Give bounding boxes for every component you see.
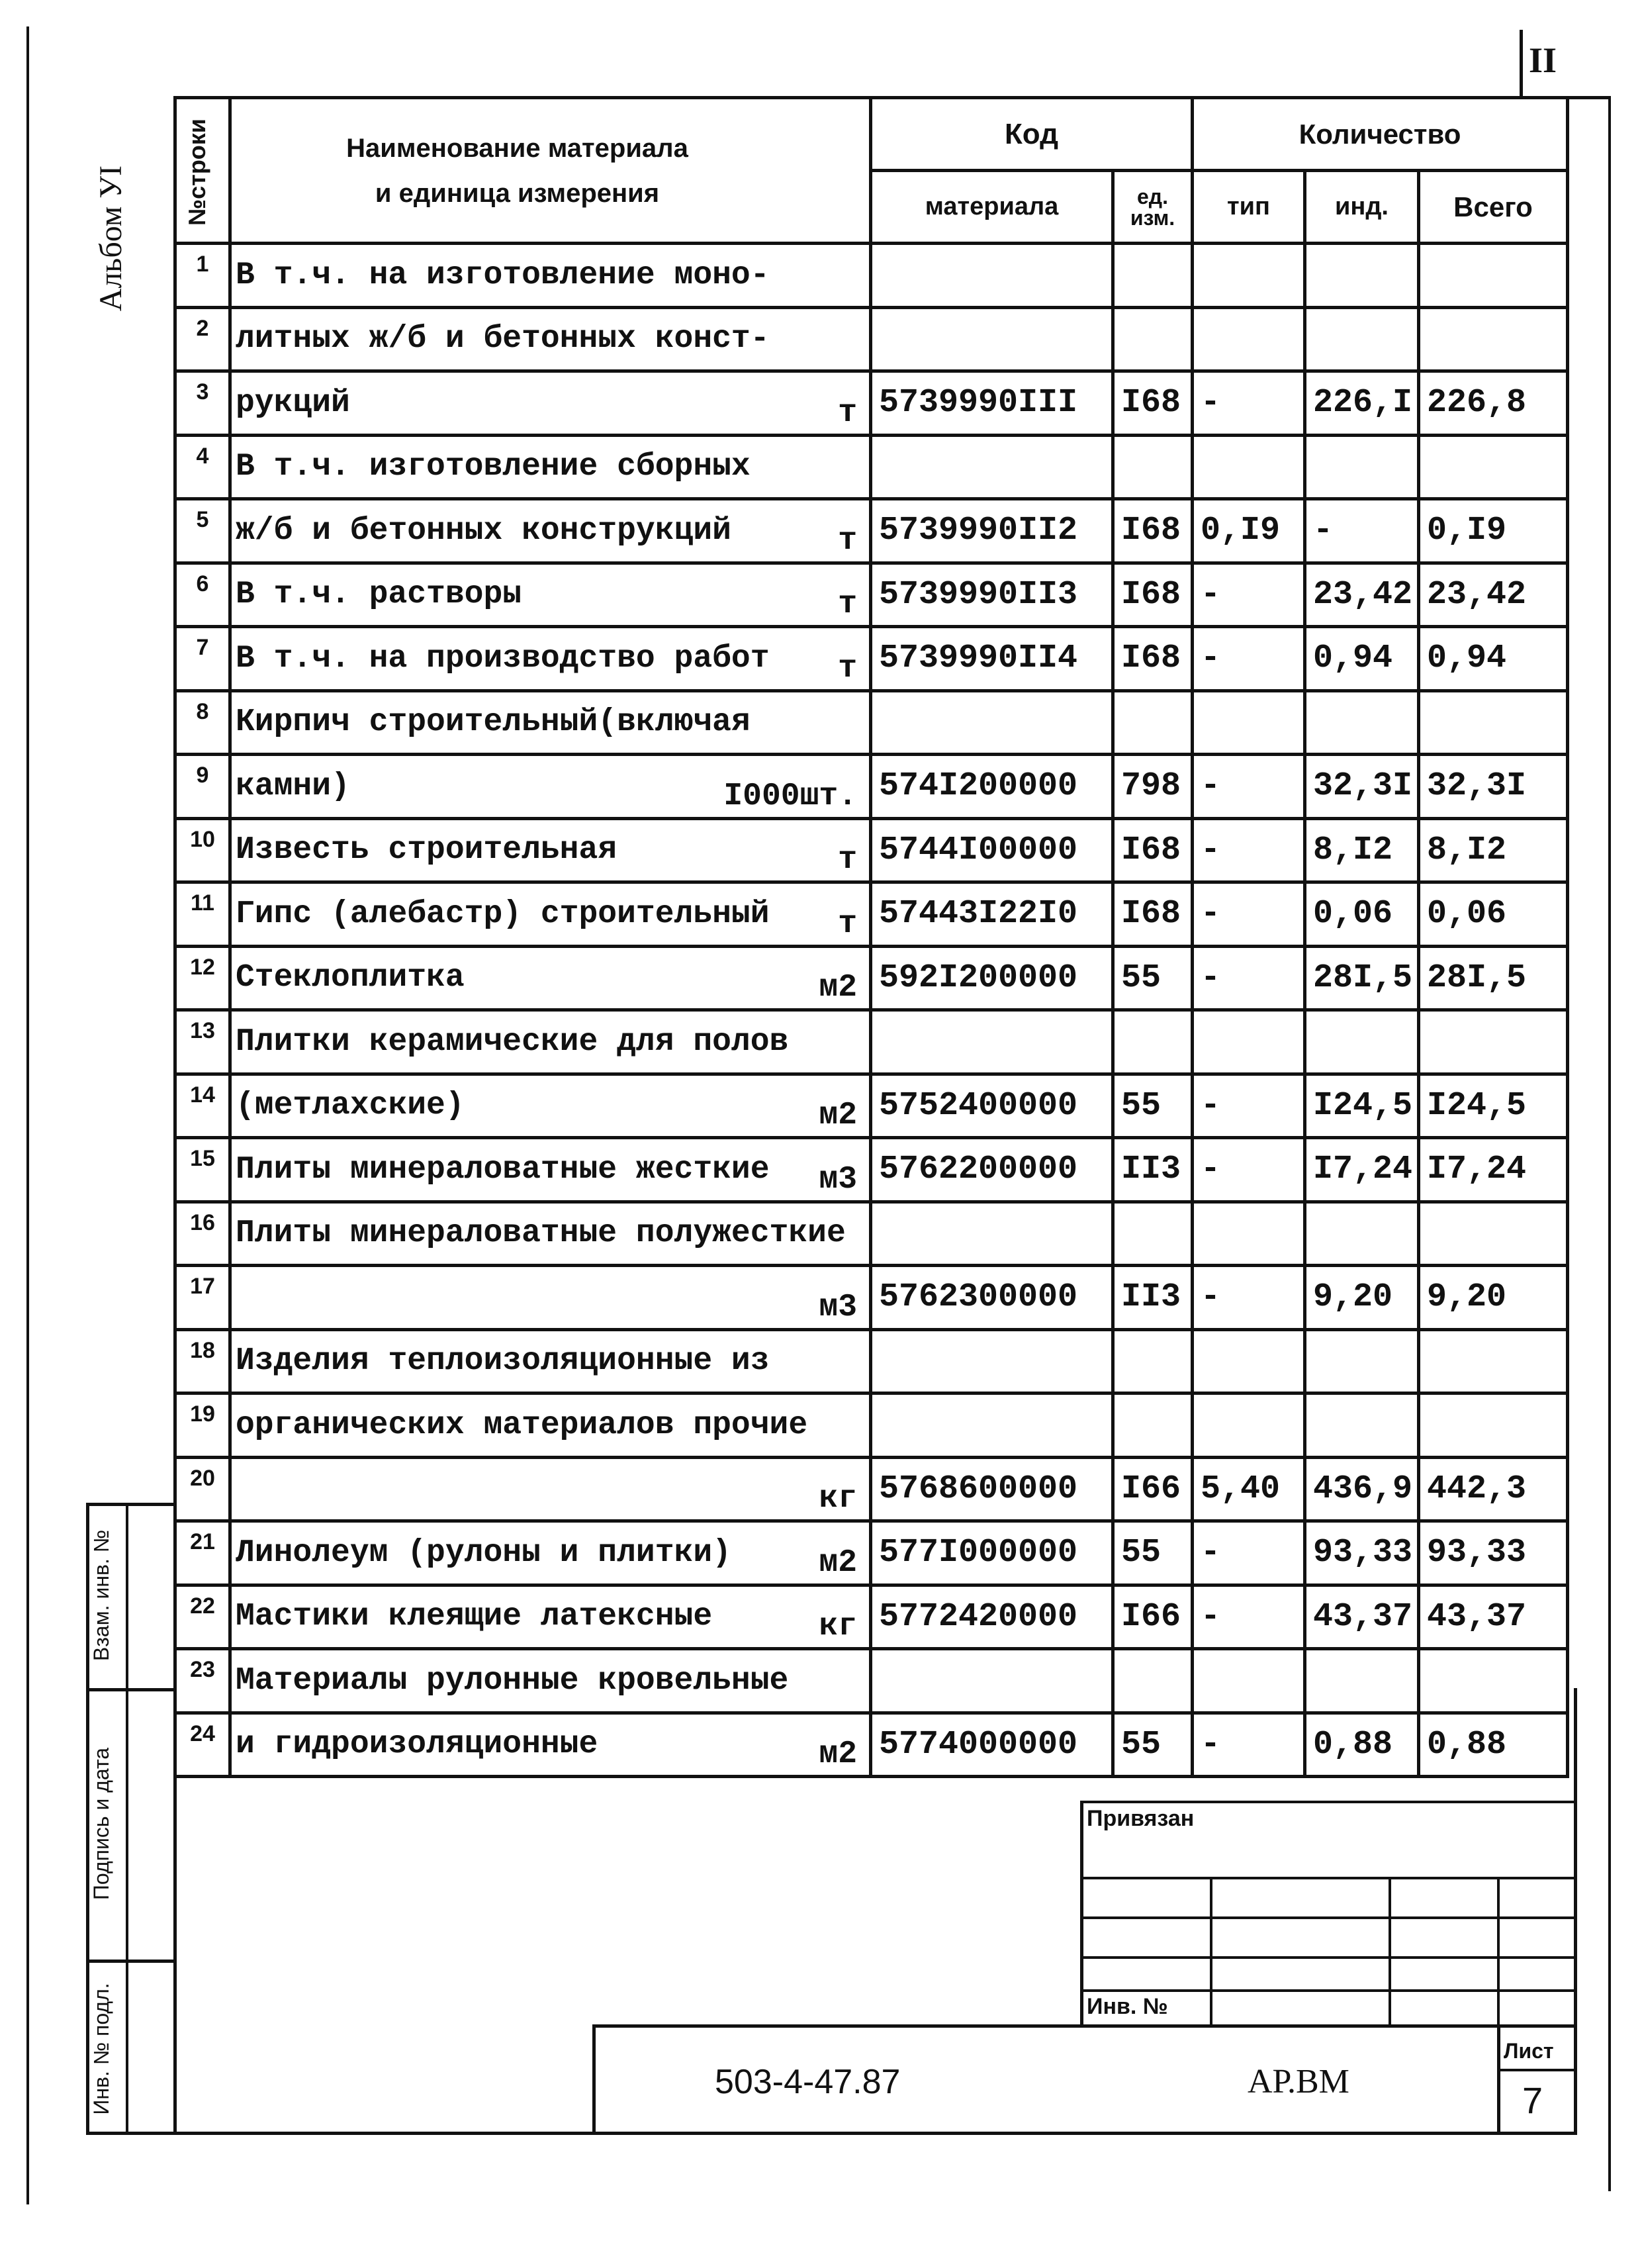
table-row — [175, 1457, 1568, 1521]
material-unit: м2 — [819, 1098, 857, 1133]
material-unit: м2 — [819, 1736, 857, 1772]
table-row — [175, 1010, 1568, 1074]
unit-code: 55 — [1113, 1713, 1193, 1777]
material-code: 57443I22I0 — [871, 882, 1113, 947]
material-code — [871, 1649, 1113, 1713]
table-row — [175, 435, 1568, 499]
qty-ind: 23,42 — [1305, 563, 1419, 627]
col-row-no-header: №строки — [175, 98, 230, 244]
qty-ind: 226,I — [1305, 371, 1419, 436]
stamp-inv-podl: Инв. № подл. — [89, 1983, 113, 2115]
material-code — [871, 1394, 1113, 1458]
table-row — [175, 1266, 1568, 1330]
qty-total — [1419, 690, 1568, 755]
qty-total: 0,I9 — [1419, 499, 1568, 563]
qty-ind: 8,I2 — [1305, 818, 1419, 882]
row-number: 9 — [175, 755, 230, 819]
material-code: 574I200000 — [871, 755, 1113, 819]
material-name-cell — [230, 1202, 871, 1266]
material-code: 5739990II3 — [871, 563, 1113, 627]
inv-no-label: Инв. № — [1087, 1994, 1168, 2019]
material-name: (метлахские) — [236, 1088, 465, 1124]
row-number: 6 — [175, 563, 230, 627]
table-row — [175, 1713, 1568, 1777]
qty-total: 442,3 — [1419, 1457, 1568, 1521]
row-number: 11 — [175, 882, 230, 947]
qty-total: 0,94 — [1419, 627, 1568, 691]
unit-code: I68 — [1113, 371, 1193, 436]
unit-code — [1113, 435, 1193, 499]
unit-code: II3 — [1113, 1138, 1193, 1202]
unit-code — [1113, 244, 1193, 308]
qty-ind — [1305, 244, 1419, 308]
col-qty-total-header: Всего — [1419, 171, 1568, 244]
material-code: 5744I00000 — [871, 818, 1113, 882]
unit-code — [1113, 1329, 1193, 1394]
qty-ind: 32,3I — [1305, 755, 1419, 819]
title-block-left — [592, 2024, 596, 2135]
qty-ind: 28I,5 — [1305, 946, 1419, 1010]
table-row — [175, 946, 1568, 1010]
row-number: 22 — [175, 1585, 230, 1649]
material-code: 5774000000 — [871, 1713, 1113, 1777]
material-name-cell — [230, 690, 871, 755]
material-unit: м2 — [819, 970, 857, 1006]
privyazan-row-2 — [1080, 1916, 1576, 1919]
qty-type: 5,40 — [1193, 1457, 1305, 1521]
material-name: рукций — [236, 385, 350, 421]
col-name-header: Наименование материала и единица измерения — [230, 98, 871, 244]
materials-table — [173, 96, 1569, 1778]
qty-total: 0,06 — [1419, 882, 1568, 947]
qty-ind: I7,24 — [1305, 1138, 1419, 1202]
qty-type: 0,I9 — [1193, 499, 1305, 563]
row-number: 3 — [175, 371, 230, 436]
material-name-cell — [230, 1713, 871, 1777]
row-number: 13 — [175, 1010, 230, 1074]
qty-ind: 0,94 — [1305, 627, 1419, 691]
material-name: Гипс (алебастр) строительный — [236, 896, 770, 932]
qty-ind — [1305, 1394, 1419, 1458]
col-qty-ind-header: инд. — [1305, 171, 1419, 244]
material-name-cell — [230, 1521, 871, 1585]
material-name: Известь строительная — [236, 832, 617, 869]
material-code — [871, 244, 1113, 308]
qty-type: - — [1193, 1266, 1305, 1330]
table-row — [175, 1202, 1568, 1266]
material-name: Плиты минераловатные жесткие — [236, 1151, 770, 1188]
col-qty-group-header: Количество — [1193, 98, 1568, 171]
material-name: Линолеум (рулоны и плитки) — [236, 1535, 731, 1571]
album-label: Альбом УI — [93, 165, 128, 312]
qty-total: I24,5 — [1419, 1074, 1568, 1138]
unit-code — [1113, 307, 1193, 371]
table-row — [175, 818, 1568, 882]
qty-type: - — [1193, 371, 1305, 436]
qty-type — [1193, 1649, 1305, 1713]
material-unit: м3 — [819, 1289, 857, 1325]
privyazan-label: Привязан — [1087, 1806, 1195, 1831]
qty-total — [1419, 435, 1568, 499]
qty-type: - — [1193, 563, 1305, 627]
qty-ind: I24,5 — [1305, 1074, 1419, 1138]
table-row — [175, 1585, 1568, 1649]
unit-code: I66 — [1113, 1585, 1193, 1649]
material-name-cell — [230, 755, 871, 819]
material-code — [871, 435, 1113, 499]
qty-type — [1193, 1394, 1305, 1458]
row-number: 14 — [175, 1074, 230, 1138]
row-number: 19 — [175, 1394, 230, 1458]
bottom-frame-line — [86, 2132, 1575, 2135]
material-name: Плитки керамические для полов — [236, 1023, 789, 1060]
row-number: 21 — [175, 1521, 230, 1585]
qty-ind: 9,20 — [1305, 1266, 1419, 1330]
material-code — [871, 1329, 1113, 1394]
qty-type — [1193, 244, 1305, 308]
table-row — [175, 627, 1568, 691]
unit-code: 55 — [1113, 1521, 1193, 1585]
unit-code — [1113, 1202, 1193, 1266]
qty-type: - — [1193, 755, 1305, 819]
material-name: Плиты минераловатные полужесткие — [236, 1215, 846, 1252]
qty-total: 8,I2 — [1419, 818, 1568, 882]
material-name-cell — [230, 1266, 871, 1330]
qty-ind — [1305, 1329, 1419, 1394]
row-number: 24 — [175, 1713, 230, 1777]
material-code: 5739990III — [871, 371, 1113, 436]
table-row — [175, 563, 1568, 627]
material-code: 5739990II4 — [871, 627, 1113, 691]
unit-code: II3 — [1113, 1266, 1193, 1330]
col-code-unit-header: ед. изм. — [1113, 171, 1193, 244]
unit-code: I68 — [1113, 627, 1193, 691]
material-code: 5762200000 — [871, 1138, 1113, 1202]
privyazan-top — [1080, 1801, 1576, 1803]
material-name-cell — [230, 499, 871, 563]
qty-type: - — [1193, 627, 1305, 691]
qty-total — [1419, 1329, 1568, 1394]
material-code: 577I000000 — [871, 1521, 1113, 1585]
qty-ind — [1305, 1010, 1419, 1074]
material-unit: т — [838, 522, 857, 559]
material-code — [871, 307, 1113, 371]
material-name: Материалы рулонные кровельные — [236, 1662, 789, 1699]
qty-type — [1193, 1202, 1305, 1266]
material-name-cell — [230, 1394, 871, 1458]
material-name: В т.ч. на изготовление моно- — [236, 257, 770, 293]
qty-type: - — [1193, 1521, 1305, 1585]
sheet-corner-number: II — [1529, 40, 1557, 80]
row-number: 10 — [175, 818, 230, 882]
material-name-cell — [230, 435, 871, 499]
qty-type — [1193, 435, 1305, 499]
material-unit: т — [838, 650, 857, 686]
material-code: 592I200000 — [871, 946, 1113, 1010]
qty-type — [1193, 307, 1305, 371]
bottom-left-border — [173, 1688, 177, 2135]
material-unit: м3 — [819, 1161, 857, 1198]
table-row — [175, 690, 1568, 755]
privyazan-left — [1080, 1801, 1083, 2026]
qty-type: - — [1193, 1138, 1305, 1202]
corner-box-left — [1520, 30, 1523, 99]
privyazan-col-3 — [1497, 1877, 1500, 2026]
qty-total: 93,33 — [1419, 1521, 1568, 1585]
unit-code: I68 — [1113, 882, 1193, 947]
col-qty-type-header: тип — [1193, 171, 1305, 244]
table-row — [175, 1329, 1568, 1394]
row-number: 18 — [175, 1329, 230, 1394]
qty-total: 43,37 — [1419, 1585, 1568, 1649]
privyazan-row-3 — [1080, 1956, 1576, 1959]
material-name-cell — [230, 563, 871, 627]
qty-total — [1419, 1010, 1568, 1074]
qty-ind: 43,37 — [1305, 1585, 1419, 1649]
material-unit: т — [838, 587, 857, 622]
unit-code: I68 — [1113, 563, 1193, 627]
row-number: 7 — [175, 627, 230, 691]
material-code — [871, 1010, 1113, 1074]
stamp-podpis-data: Подпись и дата — [89, 1747, 113, 1901]
stamp-col-inner — [126, 1503, 128, 2135]
table-row — [175, 755, 1568, 819]
qty-total: 32,3I — [1419, 755, 1568, 819]
material-unit: кг — [819, 1481, 857, 1517]
row-number: 4 — [175, 435, 230, 499]
qty-total: 226,8 — [1419, 371, 1568, 436]
material-name: Стеклоплитка — [236, 960, 465, 996]
material-name: Кирпич строительный(включая — [236, 704, 751, 741]
material-code — [871, 1202, 1113, 1266]
unit-code: I66 — [1113, 1457, 1193, 1521]
qty-type: - — [1193, 818, 1305, 882]
sheet-number: 7 — [1522, 2079, 1543, 2121]
material-name: литных ж/б и бетонных конст- — [236, 321, 770, 357]
qty-type: - — [1193, 1074, 1305, 1138]
material-name: Изделия теплоизоляционные из — [236, 1343, 770, 1380]
doc-code: АР.ВМ — [1248, 2063, 1349, 2101]
material-name-cell — [230, 818, 871, 882]
qty-type: - — [1193, 1713, 1305, 1777]
row-number: 8 — [175, 690, 230, 755]
qty-total — [1419, 1649, 1568, 1713]
qty-ind — [1305, 307, 1419, 371]
stamp-vzam-inv: Взам. инв. № — [89, 1529, 113, 1662]
qty-total — [1419, 1202, 1568, 1266]
table-row — [175, 1394, 1568, 1458]
qty-total: 28I,5 — [1419, 946, 1568, 1010]
material-unit: т — [838, 906, 857, 942]
qty-total: 23,42 — [1419, 563, 1568, 627]
frame-right-edge — [1608, 99, 1611, 2191]
frame-left-edge — [26, 26, 29, 2204]
unit-code: 55 — [1113, 946, 1193, 1010]
qty-total: 0,88 — [1419, 1713, 1568, 1777]
qty-type: - — [1193, 1585, 1305, 1649]
qty-total — [1419, 1394, 1568, 1458]
material-unit: м2 — [819, 1544, 857, 1581]
title-block-sheet-left — [1497, 2024, 1500, 2135]
material-name-cell — [230, 1074, 871, 1138]
row-number: 16 — [175, 1202, 230, 1266]
material-code — [871, 690, 1113, 755]
unit-code — [1113, 1010, 1193, 1074]
privyazan-row-4 — [1080, 1989, 1576, 1992]
table-row — [175, 882, 1568, 947]
qty-ind: 0,88 — [1305, 1713, 1419, 1777]
unit-code — [1113, 690, 1193, 755]
qty-type — [1193, 1329, 1305, 1394]
material-name-cell — [230, 1649, 871, 1713]
qty-ind: - — [1305, 499, 1419, 563]
table-row — [175, 244, 1568, 308]
privyazan-row-1 — [1080, 1877, 1576, 1879]
qty-type: - — [1193, 882, 1305, 947]
qty-total — [1419, 307, 1568, 371]
material-name: органических материалов прочие — [236, 1407, 808, 1443]
row-number: 5 — [175, 499, 230, 563]
material-name-cell — [230, 1585, 871, 1649]
qty-ind: 436,9 — [1305, 1457, 1419, 1521]
material-name: камни) — [236, 768, 350, 804]
unit-code — [1113, 1394, 1193, 1458]
material-name: В т.ч. изготовление сборных — [236, 449, 751, 485]
material-unit: т — [838, 842, 857, 878]
unit-code: I68 — [1113, 499, 1193, 563]
title-block-sheet-div — [1497, 2069, 1576, 2071]
table-row — [175, 1521, 1568, 1585]
row-number: 15 — [175, 1138, 230, 1202]
row-number: 12 — [175, 946, 230, 1010]
material-name-cell — [230, 1138, 871, 1202]
material-code: 5768600000 — [871, 1457, 1113, 1521]
qty-ind — [1305, 1202, 1419, 1266]
material-name-cell — [230, 1457, 871, 1521]
material-name-cell — [230, 244, 871, 308]
qty-total: I7,24 — [1419, 1138, 1568, 1202]
table-row — [175, 1074, 1568, 1138]
material-name: В т.ч. на производство работ — [236, 640, 770, 677]
table-row — [175, 307, 1568, 371]
row-number: 20 — [175, 1457, 230, 1521]
row-number: 2 — [175, 307, 230, 371]
material-unit: кг — [819, 1609, 857, 1644]
material-code: 5752400000 — [871, 1074, 1113, 1138]
material-unit: I000шт. — [723, 778, 857, 814]
material-name-cell — [230, 307, 871, 371]
row-number: 23 — [175, 1649, 230, 1713]
qty-total — [1419, 244, 1568, 308]
row-number: 17 — [175, 1266, 230, 1330]
title-block-top — [592, 2024, 1576, 2028]
col-code-group-header: Код — [871, 98, 1193, 171]
material-name-cell — [230, 627, 871, 691]
table-row — [175, 499, 1568, 563]
col-code-material-header: материала — [871, 171, 1113, 244]
qty-type — [1193, 690, 1305, 755]
qty-ind — [1305, 1649, 1419, 1713]
table-row — [175, 1649, 1568, 1713]
sheet-label: Лист — [1504, 2039, 1554, 2063]
privyazan-col-2 — [1389, 1877, 1391, 2026]
doc-number: 503-4-47.87 — [715, 2063, 901, 2101]
material-code: 5772420000 — [871, 1585, 1113, 1649]
material-name: и гидроизоляционные — [236, 1726, 598, 1763]
material-name-cell — [230, 882, 871, 947]
material-code: 5762300000 — [871, 1266, 1113, 1330]
bottom-right-border — [1574, 1688, 1577, 2135]
qty-type: - — [1193, 946, 1305, 1010]
material-code: 5739990II2 — [871, 499, 1113, 563]
material-name-cell — [230, 946, 871, 1010]
unit-code: I68 — [1113, 818, 1193, 882]
material-unit: т — [838, 395, 857, 431]
material-name-cell — [230, 371, 871, 436]
qty-total: 9,20 — [1419, 1266, 1568, 1330]
qty-type — [1193, 1010, 1305, 1074]
material-name-cell — [230, 1329, 871, 1394]
privyazan-col-1 — [1210, 1877, 1212, 2026]
qty-ind: 0,06 — [1305, 882, 1419, 947]
unit-code: 55 — [1113, 1074, 1193, 1138]
material-name: ж/б и бетонных конструкций — [236, 512, 731, 549]
table-row — [175, 371, 1568, 436]
material-name: В т.ч. растворы — [236, 577, 522, 613]
unit-code: 798 — [1113, 755, 1193, 819]
material-name: Мастики клеящие латексные — [236, 1599, 713, 1635]
qty-ind — [1305, 435, 1419, 499]
unit-code — [1113, 1649, 1193, 1713]
material-name-cell — [230, 1010, 871, 1074]
table-row — [175, 1138, 1568, 1202]
qty-ind — [1305, 690, 1419, 755]
row-number: 1 — [175, 244, 230, 308]
qty-ind: 93,33 — [1305, 1521, 1419, 1585]
